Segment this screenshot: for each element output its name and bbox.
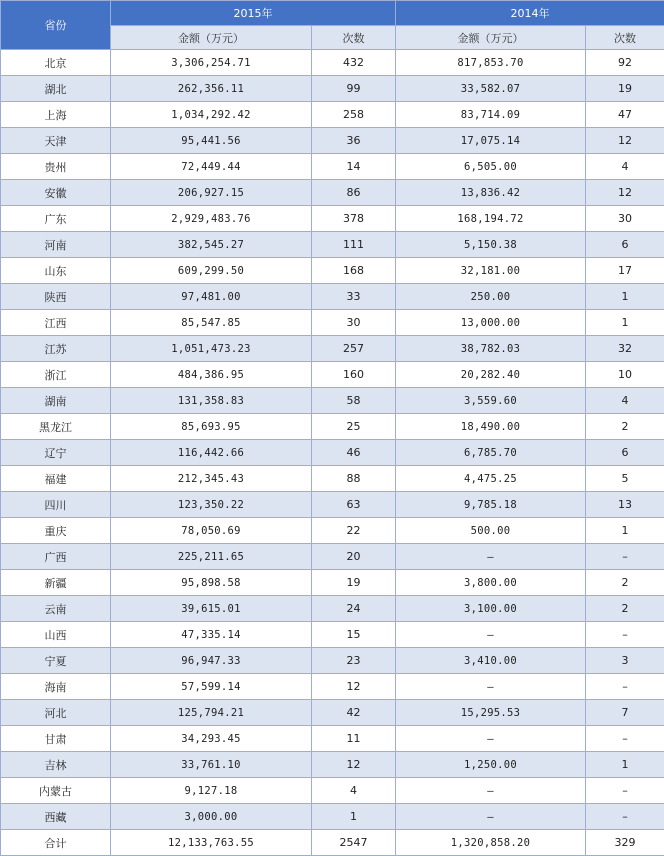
- cell-count-2014: 47: [586, 102, 664, 128]
- cell-province: 海南: [1, 674, 111, 700]
- cell-count-2015: 33: [312, 284, 396, 310]
- cell-amount-2014: 15,295.53: [396, 700, 586, 726]
- cell-count-2014: –: [586, 674, 664, 700]
- cell-amount-2014: 9,785.18: [396, 492, 586, 518]
- cell-amount-2015: 34,293.45: [111, 726, 312, 752]
- cell-count-2015: 111: [312, 232, 396, 258]
- cell-amount-2014: 250.00: [396, 284, 586, 310]
- cell-count-2015: 58: [312, 388, 396, 414]
- cell-province: 合计: [1, 830, 111, 856]
- cell-count-2015: 257: [312, 336, 396, 362]
- cell-count-2015: 1: [312, 804, 396, 830]
- cell-amount-2015: 206,927.15: [111, 180, 312, 206]
- cell-count-2014: 4: [586, 388, 664, 414]
- cell-amount-2014: 13,000.00: [396, 310, 586, 336]
- cell-province: 上海: [1, 102, 111, 128]
- cell-amount-2015: 1,051,473.23: [111, 336, 312, 362]
- header-amount-2014: 金额（万元）: [396, 26, 586, 50]
- cell-province: 山东: [1, 258, 111, 284]
- cell-count-2015: 88: [312, 466, 396, 492]
- cell-province: 云南: [1, 596, 111, 622]
- cell-province: 北京: [1, 50, 111, 76]
- cell-amount-2015: 96,947.33: [111, 648, 312, 674]
- cell-count-2015: 24: [312, 596, 396, 622]
- cell-amount-2014: 3,410.00: [396, 648, 586, 674]
- cell-province: 山西: [1, 622, 111, 648]
- table-body: [1, 50, 664, 856]
- cell-count-2014: –: [586, 804, 664, 830]
- cell-amount-2014: 18,490.00: [396, 414, 586, 440]
- cell-count-2015: 20: [312, 544, 396, 570]
- cell-count-2015: 36: [312, 128, 396, 154]
- cell-province: 新疆: [1, 570, 111, 596]
- cell-amount-2014: 13,836.42: [396, 180, 586, 206]
- table-row: [1, 154, 664, 180]
- cell-amount-2014: 5,150.38: [396, 232, 586, 258]
- cell-amount-2014: 3,800.00: [396, 570, 586, 596]
- table-row: [1, 258, 664, 284]
- table-row: [1, 440, 664, 466]
- table-row: [1, 414, 664, 440]
- cell-province: 湖北: [1, 76, 111, 102]
- cell-province: 吉林: [1, 752, 111, 778]
- table-row: [1, 76, 664, 102]
- cell-count-2014: –: [586, 726, 664, 752]
- cell-amount-2014: 1,320,858.20: [396, 830, 586, 856]
- cell-amount-2015: 39,615.01: [111, 596, 312, 622]
- cell-amount-2015: 95,898.58: [111, 570, 312, 596]
- cell-count-2014: –: [586, 778, 664, 804]
- cell-count-2014: 6: [586, 232, 664, 258]
- table-row: [1, 388, 664, 414]
- cell-amount-2015: 95,441.56: [111, 128, 312, 154]
- cell-amount-2015: 609,299.50: [111, 258, 312, 284]
- cell-count-2014: –: [586, 544, 664, 570]
- table-row: [1, 544, 664, 570]
- table-row: [1, 726, 664, 752]
- cell-count-2014: 1: [586, 310, 664, 336]
- cell-province: 浙江: [1, 362, 111, 388]
- cell-province: 广东: [1, 206, 111, 232]
- cell-province: 黑龙江: [1, 414, 111, 440]
- cell-count-2015: 160: [312, 362, 396, 388]
- cell-count-2015: 22: [312, 518, 396, 544]
- cell-count-2014: 329: [586, 830, 664, 856]
- cell-count-2015: 14: [312, 154, 396, 180]
- cell-count-2015: 258: [312, 102, 396, 128]
- cell-province: 天津: [1, 128, 111, 154]
- cell-count-2014: 13: [586, 492, 664, 518]
- table-row: [1, 674, 664, 700]
- cell-count-2015: 12: [312, 752, 396, 778]
- cell-province: 内蒙古: [1, 778, 111, 804]
- cell-amount-2014: 4,475.25: [396, 466, 586, 492]
- cell-count-2015: 23: [312, 648, 396, 674]
- cell-amount-2015: 72,449.44: [111, 154, 312, 180]
- cell-amount-2014: –: [396, 778, 586, 804]
- cell-count-2015: 432: [312, 50, 396, 76]
- cell-count-2014: 10: [586, 362, 664, 388]
- cell-amount-2014: –: [396, 674, 586, 700]
- cell-count-2015: 30: [312, 310, 396, 336]
- cell-amount-2014: 38,782.03: [396, 336, 586, 362]
- header-count-2015: 次数: [312, 26, 396, 50]
- header-year-2015: 2015年: [111, 1, 396, 26]
- cell-count-2015: 25: [312, 414, 396, 440]
- cell-amount-2014: 33,582.07: [396, 76, 586, 102]
- cell-count-2014: 30: [586, 206, 664, 232]
- cell-amount-2015: 9,127.18: [111, 778, 312, 804]
- table-row: [1, 284, 664, 310]
- table-row: [1, 466, 664, 492]
- cell-province: 贵州: [1, 154, 111, 180]
- header-amount-2015: 金额（万元）: [111, 26, 312, 50]
- cell-province: 江西: [1, 310, 111, 336]
- cell-amount-2015: 116,442.66: [111, 440, 312, 466]
- cell-count-2015: 42: [312, 700, 396, 726]
- cell-amount-2015: 212,345.43: [111, 466, 312, 492]
- cell-count-2015: 12: [312, 674, 396, 700]
- cell-province: 西藏: [1, 804, 111, 830]
- cell-amount-2015: 12,133,763.55: [111, 830, 312, 856]
- cell-amount-2014: 3,559.60: [396, 388, 586, 414]
- cell-count-2014: 4: [586, 154, 664, 180]
- cell-count-2014: 17: [586, 258, 664, 284]
- table-row: [1, 180, 664, 206]
- cell-count-2015: 2547: [312, 830, 396, 856]
- cell-province: 广西: [1, 544, 111, 570]
- cell-amount-2015: 85,693.95: [111, 414, 312, 440]
- cell-amount-2015: 225,211.65: [111, 544, 312, 570]
- table-row: [1, 570, 664, 596]
- cell-amount-2014: 17,075.14: [396, 128, 586, 154]
- cell-amount-2014: 20,282.40: [396, 362, 586, 388]
- table-row: [1, 128, 664, 154]
- table-row: [1, 492, 664, 518]
- table-row: [1, 50, 664, 76]
- cell-amount-2014: –: [396, 726, 586, 752]
- cell-amount-2015: 57,599.14: [111, 674, 312, 700]
- cell-province: 甘肃: [1, 726, 111, 752]
- cell-count-2014: 2: [586, 414, 664, 440]
- header-count-2014: 次数: [586, 26, 664, 50]
- cell-count-2015: 378: [312, 206, 396, 232]
- cell-province: 重庆: [1, 518, 111, 544]
- cell-count-2014: 5: [586, 466, 664, 492]
- cell-count-2014: 32: [586, 336, 664, 362]
- cell-count-2014: 2: [586, 596, 664, 622]
- table-row: [1, 206, 664, 232]
- cell-amount-2015: 125,794.21: [111, 700, 312, 726]
- cell-amount-2015: 3,306,254.71: [111, 50, 312, 76]
- cell-amount-2015: 123,350.22: [111, 492, 312, 518]
- table-row: [1, 778, 664, 804]
- cell-amount-2015: 3,000.00: [111, 804, 312, 830]
- cell-amount-2015: 382,545.27: [111, 232, 312, 258]
- cell-amount-2014: 3,100.00: [396, 596, 586, 622]
- table-header: [1, 1, 664, 50]
- table-row: [1, 700, 664, 726]
- table-row: [1, 518, 664, 544]
- cell-province: 安徽: [1, 180, 111, 206]
- table-row: [1, 310, 664, 336]
- cell-count-2014: 1: [586, 284, 664, 310]
- cell-amount-2015: 484,386.95: [111, 362, 312, 388]
- cell-amount-2014: 6,785.70: [396, 440, 586, 466]
- table-row: [1, 102, 664, 128]
- cell-count-2014: 12: [586, 180, 664, 206]
- cell-amount-2014: –: [396, 544, 586, 570]
- table-row: [1, 804, 664, 830]
- cell-amount-2014: 500.00: [396, 518, 586, 544]
- cell-count-2015: 99: [312, 76, 396, 102]
- cell-province: 陕西: [1, 284, 111, 310]
- cell-count-2015: 86: [312, 180, 396, 206]
- cell-province: 湖南: [1, 388, 111, 414]
- header-province: 省份: [1, 1, 111, 50]
- table-row: [1, 830, 664, 856]
- cell-count-2014: 2: [586, 570, 664, 596]
- cell-province: 福建: [1, 466, 111, 492]
- cell-amount-2015: 262,356.11: [111, 76, 312, 102]
- cell-count-2014: 6: [586, 440, 664, 466]
- cell-count-2015: 4: [312, 778, 396, 804]
- table-row: [1, 752, 664, 778]
- cell-amount-2014: 32,181.00: [396, 258, 586, 284]
- cell-count-2014: 19: [586, 76, 664, 102]
- cell-count-2015: 46: [312, 440, 396, 466]
- cell-amount-2014: 6,505.00: [396, 154, 586, 180]
- table-row: [1, 336, 664, 362]
- cell-count-2015: 15: [312, 622, 396, 648]
- cell-count-2014: 1: [586, 518, 664, 544]
- cell-count-2015: 168: [312, 258, 396, 284]
- cell-amount-2015: 33,761.10: [111, 752, 312, 778]
- cell-count-2015: 19: [312, 570, 396, 596]
- cell-amount-2015: 97,481.00: [111, 284, 312, 310]
- cell-amount-2015: 2,929,483.76: [111, 206, 312, 232]
- table-row: [1, 232, 664, 258]
- cell-province: 辽宁: [1, 440, 111, 466]
- cell-amount-2015: 131,358.83: [111, 388, 312, 414]
- table-row: [1, 648, 664, 674]
- cell-count-2014: –: [586, 622, 664, 648]
- table-row: [1, 622, 664, 648]
- cell-province: 江苏: [1, 336, 111, 362]
- cell-province: 河南: [1, 232, 111, 258]
- cell-amount-2015: 85,547.85: [111, 310, 312, 336]
- cell-amount-2014: 1,250.00: [396, 752, 586, 778]
- cell-amount-2015: 78,050.69: [111, 518, 312, 544]
- cell-count-2014: 7: [586, 700, 664, 726]
- cell-amount-2015: 47,335.14: [111, 622, 312, 648]
- header-year-2014: 2014年: [396, 1, 664, 26]
- cell-province: 宁夏: [1, 648, 111, 674]
- cell-count-2014: 12: [586, 128, 664, 154]
- cell-count-2014: 1: [586, 752, 664, 778]
- cell-count-2014: 3: [586, 648, 664, 674]
- cell-amount-2014: –: [396, 622, 586, 648]
- cell-province: 河北: [1, 700, 111, 726]
- cell-amount-2014: 83,714.09: [396, 102, 586, 128]
- cell-amount-2014: 817,853.70: [396, 50, 586, 76]
- cell-amount-2014: –: [396, 804, 586, 830]
- table-row: [1, 362, 664, 388]
- cell-amount-2015: 1,034,292.42: [111, 102, 312, 128]
- table-row: [1, 596, 664, 622]
- cell-count-2015: 11: [312, 726, 396, 752]
- cell-count-2014: 92: [586, 50, 664, 76]
- cell-count-2015: 63: [312, 492, 396, 518]
- cell-amount-2014: 168,194.72: [396, 206, 586, 232]
- cell-province: 四川: [1, 492, 111, 518]
